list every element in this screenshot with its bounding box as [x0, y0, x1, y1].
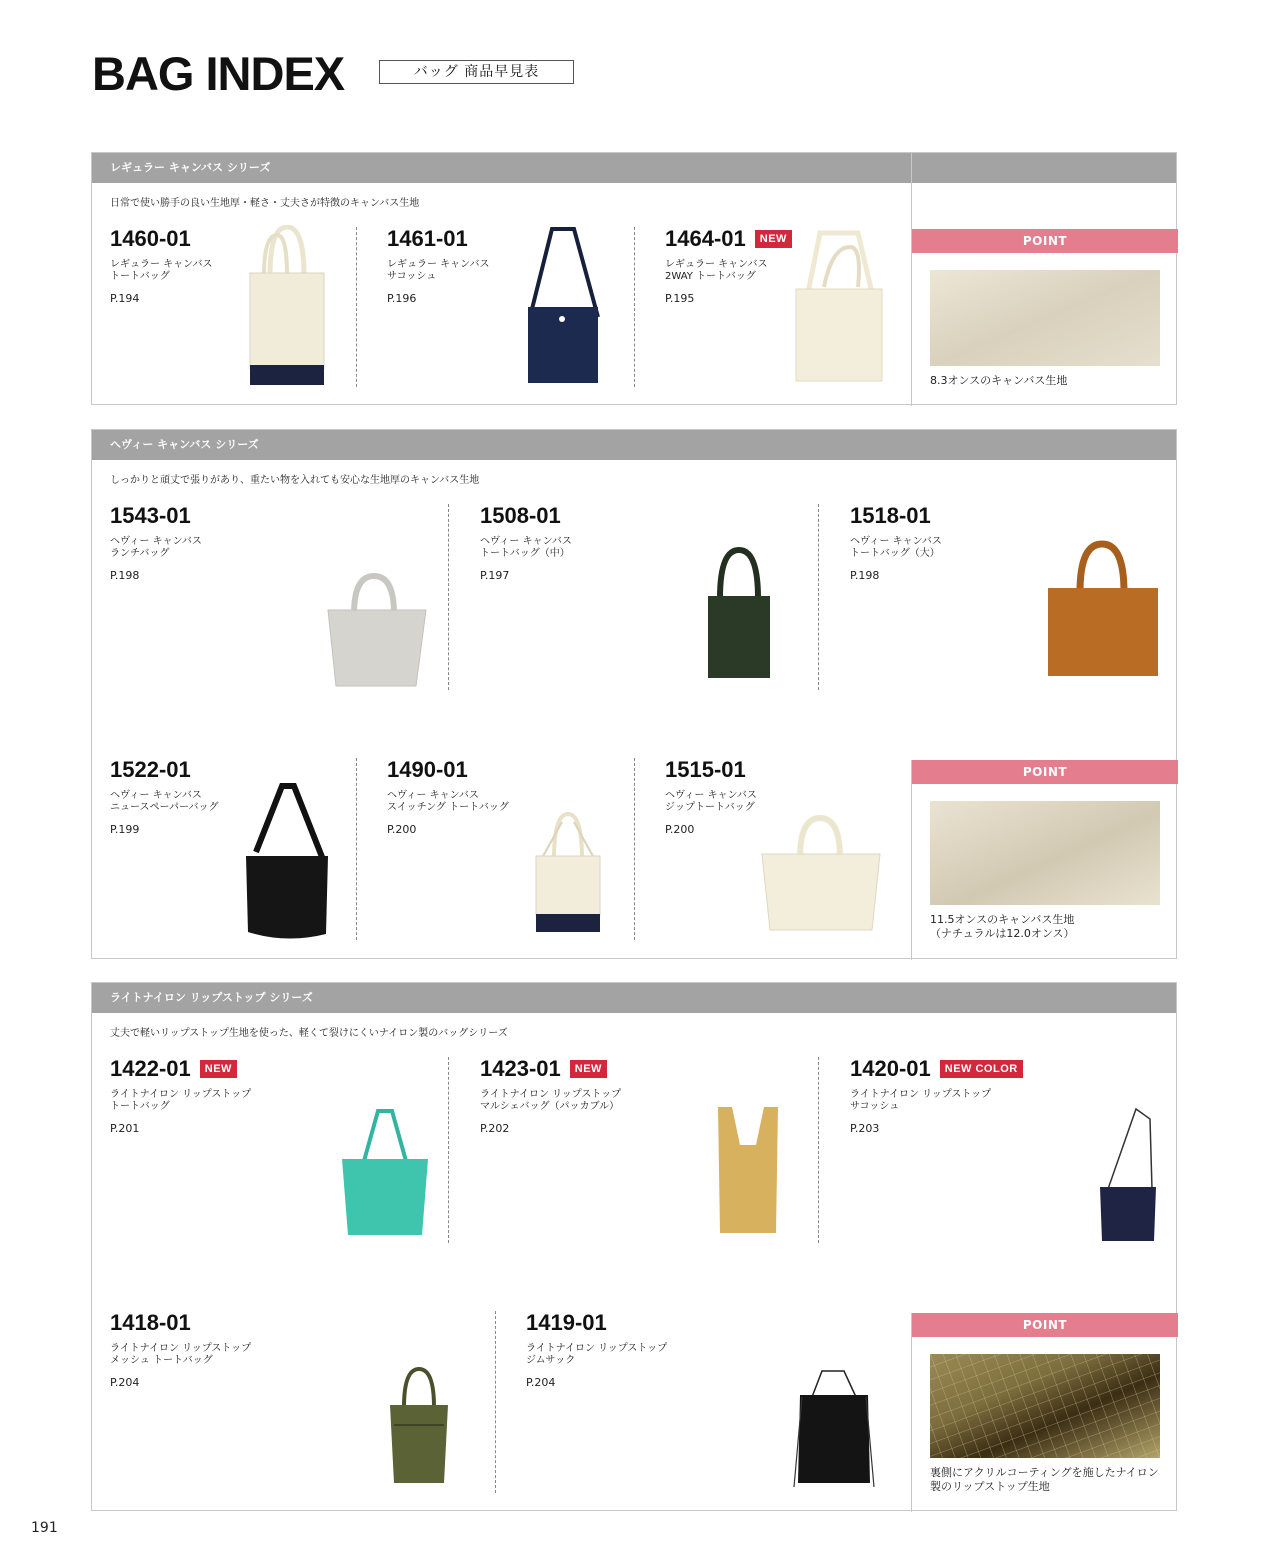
column-divider — [634, 227, 635, 387]
point-description: 裏側にアクリルコーティングを施したナイロン 製のリップストップ生地 — [930, 1466, 1159, 1493]
product-code: 1420-01 NEW COLOR — [850, 1057, 1023, 1081]
product-page: P.202 — [480, 1122, 510, 1135]
product-1490-01[interactable] — [387, 758, 509, 836]
point-description: 11.5オンスのキャンバス生地 （ナチュラルは12.0オンス） — [930, 913, 1075, 940]
section-title: ライトナイロン リップストップ シリーズ — [92, 983, 1176, 1013]
product-code: 1464-01 NEW — [665, 227, 792, 251]
sacoche-bag-image — [1096, 1105, 1162, 1245]
product-1522-01[interactable] — [110, 758, 219, 836]
point-label: POINT — [912, 229, 1178, 253]
product-name: レギュラー キャンバス 2WAY トートバッグ — [665, 259, 768, 282]
product-page: P.201 — [110, 1122, 140, 1135]
page-title: BAG INDEX — [92, 47, 345, 100]
tote-bag-image — [338, 1107, 432, 1237]
page-number: 191 — [31, 1520, 58, 1536]
product-1423-01[interactable] — [480, 1057, 621, 1135]
canvas-fabric-swatch — [930, 270, 1160, 366]
product-code: 1543-01 — [110, 503, 191, 528]
marche-bag-image — [716, 1105, 780, 1235]
product-code: 1460-01 — [110, 226, 191, 251]
product-name: レギュラー キャンバス トートバッグ — [110, 259, 213, 282]
product-name: レギュラー キャンバス サコッシュ — [387, 259, 490, 282]
product-1464-01[interactable] — [665, 227, 792, 305]
tote-bag-image — [704, 546, 774, 680]
product-page: P.198 — [110, 569, 140, 582]
page-subtitle: バッグ 商品早見表 — [379, 60, 574, 84]
point-box — [912, 760, 1178, 941]
product-1515-01[interactable] — [665, 758, 757, 836]
sacoche-bag-image — [522, 227, 604, 387]
section-description: 丈夫で軽いリップストップ生地を使った、軽くて裂けにくいナイロン製のバッグシリーズ — [110, 1028, 508, 1039]
column-divider — [818, 504, 819, 690]
product-page: P.197 — [480, 569, 510, 582]
column-divider — [356, 758, 357, 940]
mesh-tote-image — [386, 1365, 452, 1485]
product-1543-01[interactable] — [110, 504, 202, 582]
point-description: 8.3オンスのキャンバス生地 — [930, 374, 1068, 387]
product-1508-01[interactable] — [480, 504, 572, 582]
product-code: 1422-01 NEW — [110, 1057, 251, 1081]
column-divider — [634, 758, 635, 940]
tote-bag-image — [792, 227, 886, 383]
product-name: ライトナイロン リップストップ サコッシュ — [850, 1089, 992, 1112]
tote-bag-image — [1044, 540, 1162, 678]
product-page: P.204 — [526, 1376, 556, 1389]
product-page: P.194 — [110, 292, 140, 305]
product-1518-01[interactable] — [850, 504, 942, 582]
product-name: ヘヴィー キャンバス スイッチング トートバッグ — [387, 790, 509, 813]
point-label: POINT — [912, 760, 1178, 784]
product-name: ヘヴィー キャンバス トートバッグ（大） — [850, 536, 942, 559]
product-name: ヘヴィー キャンバス ニュースペーパーバッグ — [110, 790, 219, 813]
product-name: ライトナイロン リップストップ トートバッグ — [110, 1089, 252, 1112]
product-1422-01[interactable] — [110, 1057, 251, 1135]
new-badge: NEW — [755, 230, 792, 248]
product-page: P.200 — [665, 823, 695, 836]
product-code: 1423-01 NEW — [480, 1057, 621, 1081]
product-name: ヘヴィー キャンバス トートバッグ（中） — [480, 536, 572, 559]
new-badge: NEW — [200, 1060, 237, 1078]
point-label: POINT — [912, 1313, 1178, 1337]
gym-sack-image — [792, 1367, 876, 1491]
product-page: P.204 — [110, 1376, 140, 1389]
column-divider — [356, 227, 357, 387]
new-badge: NEW — [570, 1060, 607, 1078]
product-name: ヘヴィー キャンバス ランチバッグ — [110, 536, 202, 559]
zip-tote-image — [760, 812, 882, 934]
section-description: 日常で使い勝手の良い生地厚・軽さ・丈夫さが特徴のキャンバス生地 — [110, 198, 420, 209]
product-code: 1461-01 — [387, 226, 468, 251]
product-page: P.203 — [850, 1122, 880, 1135]
product-page: P.199 — [110, 823, 140, 836]
product-1460-01[interactable] — [110, 227, 212, 305]
section-title: レギュラー キャンバス シリーズ — [92, 153, 1176, 183]
product-code: 1522-01 — [110, 757, 191, 782]
product-code: 1518-01 — [850, 503, 931, 528]
section-light-nylon-ripstop — [91, 982, 1177, 1511]
product-1419-01[interactable] — [526, 1311, 667, 1389]
ripstop-fabric-swatch — [930, 1354, 1160, 1458]
product-name: ライトナイロン リップストップ マルシェバッグ（パッカブル） — [480, 1089, 622, 1112]
product-code: 1490-01 — [387, 757, 468, 782]
product-name: ライトナイロン リップストップ メッシュ トートバッグ — [110, 1343, 252, 1366]
section-regular-canvas — [91, 152, 1177, 405]
product-1420-01[interactable] — [850, 1057, 1023, 1135]
column-divider — [448, 1057, 449, 1243]
lunch-bag-image — [324, 570, 430, 690]
section-heavy-canvas — [91, 429, 1177, 959]
tote-bag-image — [242, 225, 332, 387]
product-name: ライトナイロン リップストップ ジムサック — [526, 1343, 668, 1366]
product-code: 1515-01 — [665, 757, 746, 782]
column-divider — [495, 1311, 496, 1493]
heavy-canvas-fabric-swatch — [930, 801, 1160, 905]
product-name: ヘヴィー キャンバス ジップトートバッグ — [665, 790, 757, 813]
product-page: P.200 — [387, 823, 417, 836]
new-color-badge: NEW COLOR — [940, 1060, 1023, 1078]
switching-tote-image — [532, 808, 604, 934]
point-box — [912, 229, 1178, 388]
section-title: ヘヴィー キャンバス シリーズ — [92, 430, 1176, 460]
product-1418-01[interactable] — [110, 1311, 251, 1389]
product-1461-01[interactable] — [387, 227, 489, 305]
product-code: 1419-01 — [526, 1310, 607, 1335]
product-code: 1508-01 — [480, 503, 561, 528]
product-page: P.195 — [665, 292, 695, 305]
product-code: 1418-01 — [110, 1310, 191, 1335]
point-box — [912, 1313, 1178, 1494]
column-divider — [448, 504, 449, 690]
product-page: P.196 — [387, 292, 417, 305]
section-description: しっかりと頑丈で張りがあり、重たい物を入れても安心な生地厚のキャンバス生地 — [110, 475, 480, 486]
column-divider — [818, 1057, 819, 1243]
product-page: P.198 — [850, 569, 880, 582]
newspaper-bag-image — [242, 782, 332, 942]
